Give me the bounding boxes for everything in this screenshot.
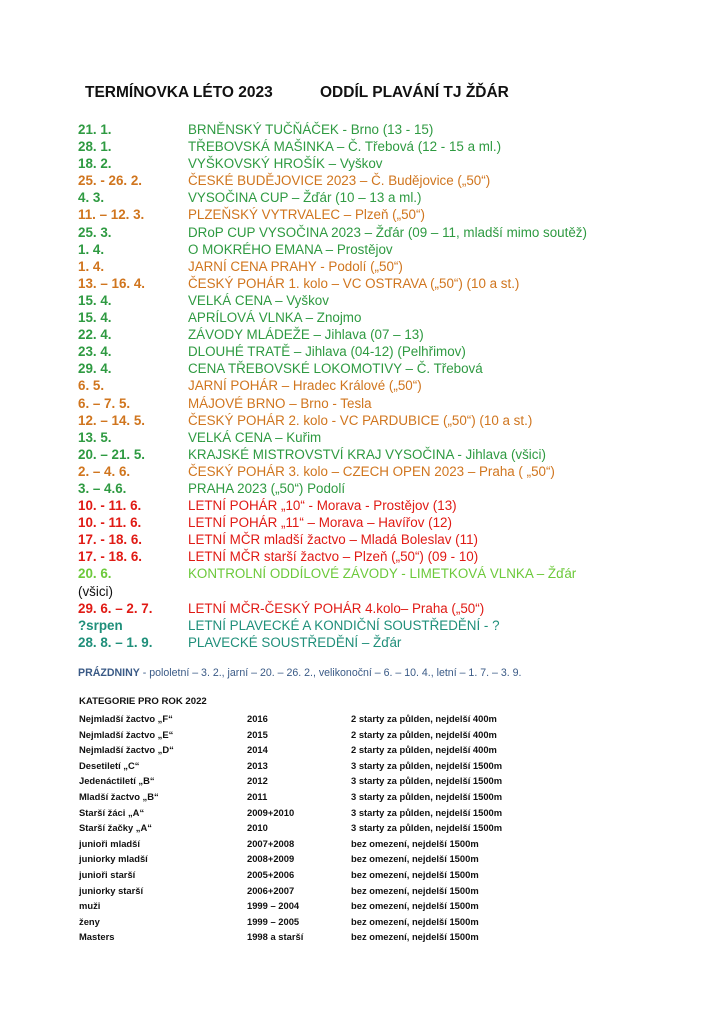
event-name: ČESKÝ POHÁR 1. kolo – VC OSTRAVA („50“) (10 a st.): [188, 275, 520, 291]
event-name: ČESKÉ BUDĚJOVICE 2023 – Č. Budějovice („50“): [188, 173, 491, 189]
event-date: 10. - 11. 6.: [78, 498, 142, 514]
event-date: 29. 4.: [78, 361, 112, 377]
event-row: [78, 548, 718, 565]
holidays-text: - pololetní – 3. 2., jarní – 20. – 26. 2., velikonoční – 6. – 10. 4., letní – 1. 7. – 3. 9.: [139, 667, 522, 679]
category-info: bez omezení, nejdelší 1500m: [351, 900, 479, 912]
event-date: 29. 6. – 2. 7.: [78, 600, 153, 616]
event-row: [78, 241, 718, 258]
event-name: LETNÍ POHÁR „11“ – Morava – Havířov (12): [188, 515, 452, 531]
event-row: [78, 497, 718, 514]
category-year: 2012: [247, 775, 268, 787]
event-row: [78, 617, 718, 634]
event-row: [78, 155, 718, 172]
category-name: muži: [79, 900, 101, 912]
page-title: [85, 84, 509, 102]
category-year: 2008+2009: [247, 853, 295, 865]
category-row: [79, 805, 639, 821]
category-year: 1999 – 2004: [247, 900, 300, 912]
event-row: [78, 480, 718, 497]
event-date: 17. - 18. 6.: [78, 532, 143, 548]
category-row: [79, 758, 639, 774]
category-info: bez omezení, nejdelší 1500m: [351, 884, 479, 896]
event-name: PLZEŇSKÝ VYTRVALEC – Plzeň („50“): [188, 207, 425, 223]
holidays-label: PRÁZDNINY: [78, 667, 140, 679]
event-date: 10. - 11. 6.: [78, 515, 142, 531]
event-name: BRNĚNSKÝ TUČŇÁČEK - Brno (13 - 15): [188, 122, 434, 137]
category-row: [79, 820, 639, 836]
event-name: ZÁVODY MLÁDEŽE – Jihlava (07 – 13): [188, 327, 424, 343]
event-row: [78, 446, 718, 463]
event-name: VELKÁ CENA – Vyškov: [188, 292, 329, 308]
category-year: 2005+2006: [247, 868, 295, 880]
category-row: [79, 789, 639, 805]
categories-title: KATEGORIE PRO ROK 2022: [79, 696, 207, 707]
event-date: 13. – 16. 4.: [78, 275, 146, 291]
category-row: [79, 836, 639, 852]
holidays-line: [78, 667, 521, 679]
event-date: 13. 5.: [78, 429, 112, 445]
event-name: DLOUHÉ TRATĚ – Jihlava (04-12) (Pelhřimov): [188, 344, 466, 360]
category-year: 2007+2008: [247, 837, 295, 849]
event-row: [78, 189, 718, 206]
event-row: [78, 121, 718, 138]
event-row: [78, 565, 718, 582]
event-row: [78, 206, 718, 223]
category-name: Mladší žactvo „B“: [79, 790, 159, 802]
event-date: 11. – 12. 3.: [78, 207, 145, 223]
event-name: VELKÁ CENA – Kuřim: [188, 429, 322, 445]
event-row: [78, 343, 718, 360]
category-row: [79, 883, 639, 899]
title-left: TERMÍNOVKA LÉTO 2023: [85, 84, 273, 101]
event-date: 20. 6.: [78, 566, 112, 582]
event-row: [78, 258, 718, 275]
event-name: VYŠKOVSKÝ HROŠÍK – Vyškov: [188, 156, 383, 172]
event-row: [78, 292, 718, 309]
event-date: 2. – 4. 6.: [78, 463, 131, 479]
category-year: 1999 – 2005: [247, 915, 300, 927]
category-year: 2011: [247, 790, 268, 802]
event-row: [78, 224, 718, 241]
category-name: Nejmladší žactvo „F“: [79, 713, 173, 724]
category-info: bez omezení, nejdelší 1500m: [351, 837, 479, 849]
event-date: 12. – 14. 5.: [78, 412, 146, 428]
category-info: 3 starty za půlden, nejdelší 1500m: [351, 790, 503, 802]
category-year: 2006+2007: [247, 884, 295, 896]
event-date: 18. 2.: [78, 156, 112, 172]
category-row: [79, 773, 639, 789]
category-info: 2 starty za půlden, nejdelší 400m: [351, 713, 497, 724]
event-date: 4. 3.: [78, 190, 105, 206]
event-name: PLAVECKÉ SOUSTŘEDĚNÍ – Žďár: [188, 634, 402, 650]
category-row: [79, 727, 639, 743]
event-row: [78, 138, 718, 155]
event-row: [78, 531, 718, 548]
category-name: Starší žáci „A“: [79, 806, 145, 818]
category-row: [79, 711, 639, 727]
category-year: 2013: [247, 759, 268, 771]
category-info: bez omezení, nejdelší 1500m: [351, 868, 479, 880]
category-info: 3 starty za půlden, nejdelší 1500m: [351, 822, 503, 834]
category-row: [79, 867, 639, 883]
event-date: 22. 4.: [78, 327, 112, 343]
event-date: 23. 4.: [78, 344, 112, 360]
event-name: VYSOČINA CUP – Žďár (10 – 13 a ml.): [188, 190, 422, 206]
category-year: 2014: [247, 744, 268, 756]
event-name: DRoP CUP VYSOČINA 2023 – Žďár (09 – 11, mladší mimo soutěž): [188, 224, 587, 240]
event-date: 3. – 4.6.: [78, 480, 127, 496]
category-row: [79, 742, 639, 758]
category-name: Masters: [79, 931, 115, 943]
event-name: KONTROLNÍ ODDÍLOVÉ ZÁVODY - LIMETKOVÁ VLNKA – Žďár: [188, 566, 577, 582]
event-date: 1. 4.: [78, 241, 105, 257]
category-name: Nejmladší žactvo „D“: [79, 744, 174, 756]
event-name: JARNÍ POHÁR – Hradec Králové („50“): [188, 378, 422, 394]
event-name: LETNÍ MČR-ČESKÝ POHÁR 4.kolo– Praha („50“): [188, 600, 485, 616]
category-row: [79, 898, 639, 914]
event-row: [78, 463, 718, 480]
category-row: [79, 929, 639, 945]
event-name: KRAJSKÉ MISTROVSTVÍ KRAJ VYSOČINA - Jihlava (všici): [188, 446, 546, 462]
category-info: 3 starty za půlden, nejdelší 1500m: [351, 759, 503, 771]
category-year: 2016: [247, 713, 268, 724]
event-date: ?srpen: [78, 617, 123, 633]
category-name: Nejmladší žactvo „E“: [79, 728, 174, 740]
event-row: [78, 172, 718, 189]
event-date: 6. 5.: [78, 378, 105, 394]
event-row: [78, 275, 718, 292]
event-row: [78, 600, 718, 617]
event-date: 28. 1.: [78, 139, 112, 155]
category-info: 3 starty za půlden, nejdelší 1500m: [351, 775, 503, 787]
category-row: [79, 851, 639, 867]
category-info: 2 starty za půlden, nejdelší 400m: [351, 728, 497, 740]
event-row: [78, 309, 718, 326]
event-row: [78, 395, 718, 412]
event-name: CENA TŘEBOVSKÉ LOKOMOTIVY – Č. Třebová: [188, 361, 483, 377]
event-date: 6. – 7. 5.: [78, 395, 131, 411]
categories-table: [79, 711, 639, 945]
event-name: LETNÍ MČR starší žactvo – Plzeň („50“) (09 - 10): [188, 549, 479, 565]
event-name: JARNÍ CENA PRAHY - Podolí („50“): [188, 258, 403, 274]
category-year: 2009+2010: [247, 806, 295, 818]
category-name: Desetiletí „C“: [79, 759, 140, 771]
category-info: 3 starty za půlden, nejdelší 1500m: [351, 806, 503, 818]
category-year: 2010: [247, 822, 268, 834]
category-name: Jedenáctiletí „B“: [79, 775, 155, 787]
category-info: bez omezení, nejdelší 1500m: [351, 931, 479, 943]
event-date: 25. 3.: [78, 224, 112, 240]
category-info: 2 starty za půlden, nejdelší 400m: [351, 744, 497, 756]
event-name: TŘEBOVSKÁ MAŠINKA – Č. Třebová (12 - 15 a ml.): [188, 139, 502, 155]
event-name: ČESKÝ POHÁR 2. kolo - VC PARDUBICE („50“) (10 a st.): [188, 412, 533, 428]
category-name: juniorky mladší: [79, 853, 148, 865]
category-name: Starší žačky „A“: [79, 822, 152, 834]
event-date: 1. 4.: [78, 258, 105, 274]
event-date: 21. 1.: [78, 122, 112, 137]
event-row: [78, 429, 718, 446]
event-name: APRÍLOVÁ VLNKA – Znojmo: [188, 310, 362, 326]
event-row: [78, 360, 718, 377]
event-date: 15. 4.: [78, 292, 112, 308]
event-date: 20. – 21. 5.: [78, 446, 146, 462]
event-name: LETNÍ MČR mladší žactvo – Mladá Boleslav (11): [188, 532, 478, 548]
events-list: [78, 121, 718, 651]
category-name: junioři mladší: [79, 837, 140, 849]
event-name: O MOKRÉHO EMANA – Prostějov: [188, 241, 393, 257]
event-name: LETNÍ PLAVECKÉ A KONDIČNÍ SOUSTŘEDĚNÍ - ?: [188, 617, 500, 633]
category-name: junioři starší: [79, 868, 136, 880]
category-info: bez omezení, nejdelší 1500m: [351, 853, 479, 865]
event-date: (všici): [78, 583, 113, 599]
event-row: [78, 634, 718, 651]
event-row: [78, 514, 718, 531]
event-row: [78, 326, 718, 343]
event-date: 17. - 18. 6.: [78, 549, 143, 565]
event-date: 25. - 26. 2.: [78, 173, 143, 189]
category-year: 1998 a starší: [247, 931, 304, 943]
event-date: 28. 8. – 1. 9.: [78, 634, 153, 650]
title-right: ODDÍL PLAVÁNÍ TJ ŽĎÁR: [320, 84, 509, 101]
event-name: PRAHA 2023 („50“) Podolí: [188, 480, 346, 496]
category-year: 2015: [247, 728, 268, 740]
category-row: [79, 914, 639, 930]
event-name: ČESKÝ POHÁR 3. kolo – CZECH OPEN 2023 – Praha ( „50“): [188, 463, 555, 479]
event-row: [78, 583, 718, 600]
event-date: 15. 4.: [78, 310, 112, 326]
category-info: bez omezení, nejdelší 1500m: [351, 915, 479, 927]
event-row: [78, 412, 718, 429]
event-name: MÁJOVÉ BRNO – Brno - Tesla: [188, 395, 372, 411]
event-row: [78, 377, 718, 394]
category-name: juniorky starší: [79, 884, 144, 896]
event-name: LETNÍ POHÁR „10“ - Morava - Prostějov (13): [188, 498, 457, 514]
category-name: ženy: [79, 915, 100, 927]
